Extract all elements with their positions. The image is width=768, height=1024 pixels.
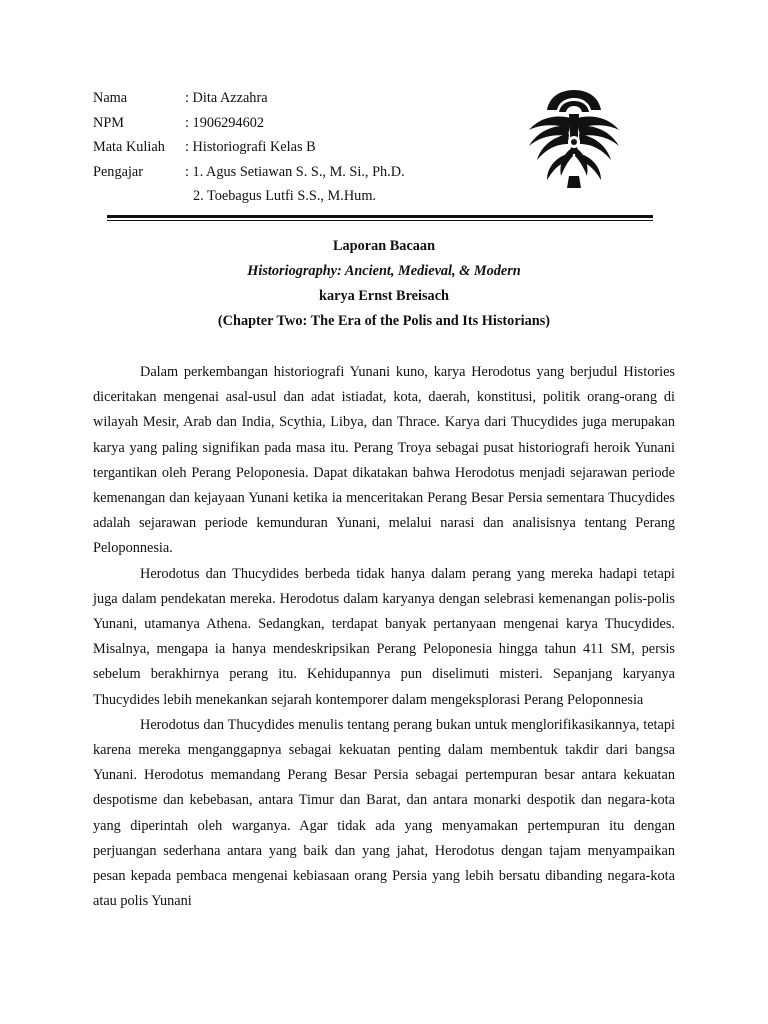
report-type: Laporan Bacaan [332,238,436,254]
info-value: : 1. Agus Setiawan S. S., M. Si., Ph.D. [185,163,405,180]
paragraph: Herodotus dan Thucydides berbeda tidak hanya dalam perang yang mereka hadapi tetapi juga dalam pendekatan mereka. Herodotus dalam karyanya dengan selebrasi kemenangan polis-polis Yunani, utamanya Athena. Sedangkan, terdapat banyak pertanyaan mengenai karya Thucydides. Misalnya, mengapa ia hanya mendeskripsikan Perang Peloponesia hingga tahun 411 SM, persis sebelum berakhirnya perang itu. Kehidupannya pun diselimuti misteri. Sepanjang karyanya Thucydides lebih menekankan sejarah kontemporer dalam mengeksplorasi Perang Peloponnesia [93,565,675,708]
report-body [93,360,675,914]
info-label: Pengajar [93,163,144,180]
info-value: : 1906294602 [185,114,265,131]
info-label: NPM [93,114,124,131]
info-value: : Dita Azzahra [185,90,268,106]
book-author: karya Ernst Breisach [319,288,449,304]
header-divider-thin [107,220,653,221]
info-label: Nama [93,90,128,106]
info-row-pengajar [93,160,405,185]
info-row-npm [93,111,405,136]
student-info [93,86,405,209]
info-row-nama [93,86,405,111]
info-row-mata-kuliah [93,135,405,160]
paragraph: Dalam perkembangan historiografi Yunani kuno, karya Herodotus yang berjudul Histories diceritakan mengenai asal-usul dan adat istiadat, kota, daerah, konstitusi, politik orang-orang di wilayah Mesir, Arab dan India, Scythia, Libya, dan Thrace. Karya dari Thucydides juga merupakan karya yang paling signifikan pada masa itu. Perang Troya sebagai pusat historiografi heroik Yunani tergantikan oleh Perang Peloponesia. Dapat dikatakan bahwa Herodotus menjadi sejarawan periode kemenangan dan kejayaan Yunani ketika ia menceritakan Perang Besar Persia sementara Thucydides adalah sejarawan periode kemunduran Yunani, melalui narasi dan analisisnya tentang Perang Peloponnesia. [93,364,675,557]
report-heading [93,234,675,334]
paragraph: Herodotus dan Thucydides menulis tentang perang bukan untuk menglorifikasikannya, tetapi karena mereka menganggapnya sebagai kekuatan penting dalam membentuk takdir dari bangsa Yunani. Herodotus memandang Perang Besar Persia sebagai pertempuran besar antara kekuatan despotisme dan kebebasan, antara Timur dan Barat, dan antara monarki despotik dan negara-kota yang diperintah oleh warganya. Agar tidak ada yang menyamakan pertempuran itu dengan perjuangan sederhana antara yang baik dan yang jahat, Herodotus dengan tajam menyampaikan pesan kepada pembaca mengenai kebiasaan orang Persia yang lebih bersatu dibanding negara-kota atau polis Yunani [93,716,675,910]
info-label: Mata Kuliah [93,139,165,156]
info-row-pengajar-2: 2. Toebagus Lutfi S.S., M.Hum. [193,188,377,205]
chapter-title: (Chapter Two: The Era of the Polis and Its Historians) [217,313,551,329]
info-value: : Historiografi Kelas B [185,139,316,156]
university-logo [519,84,629,194]
header-divider-thick [107,215,653,218]
book-title: Historiography: Ancient, Medieval, & Modern [247,263,521,279]
